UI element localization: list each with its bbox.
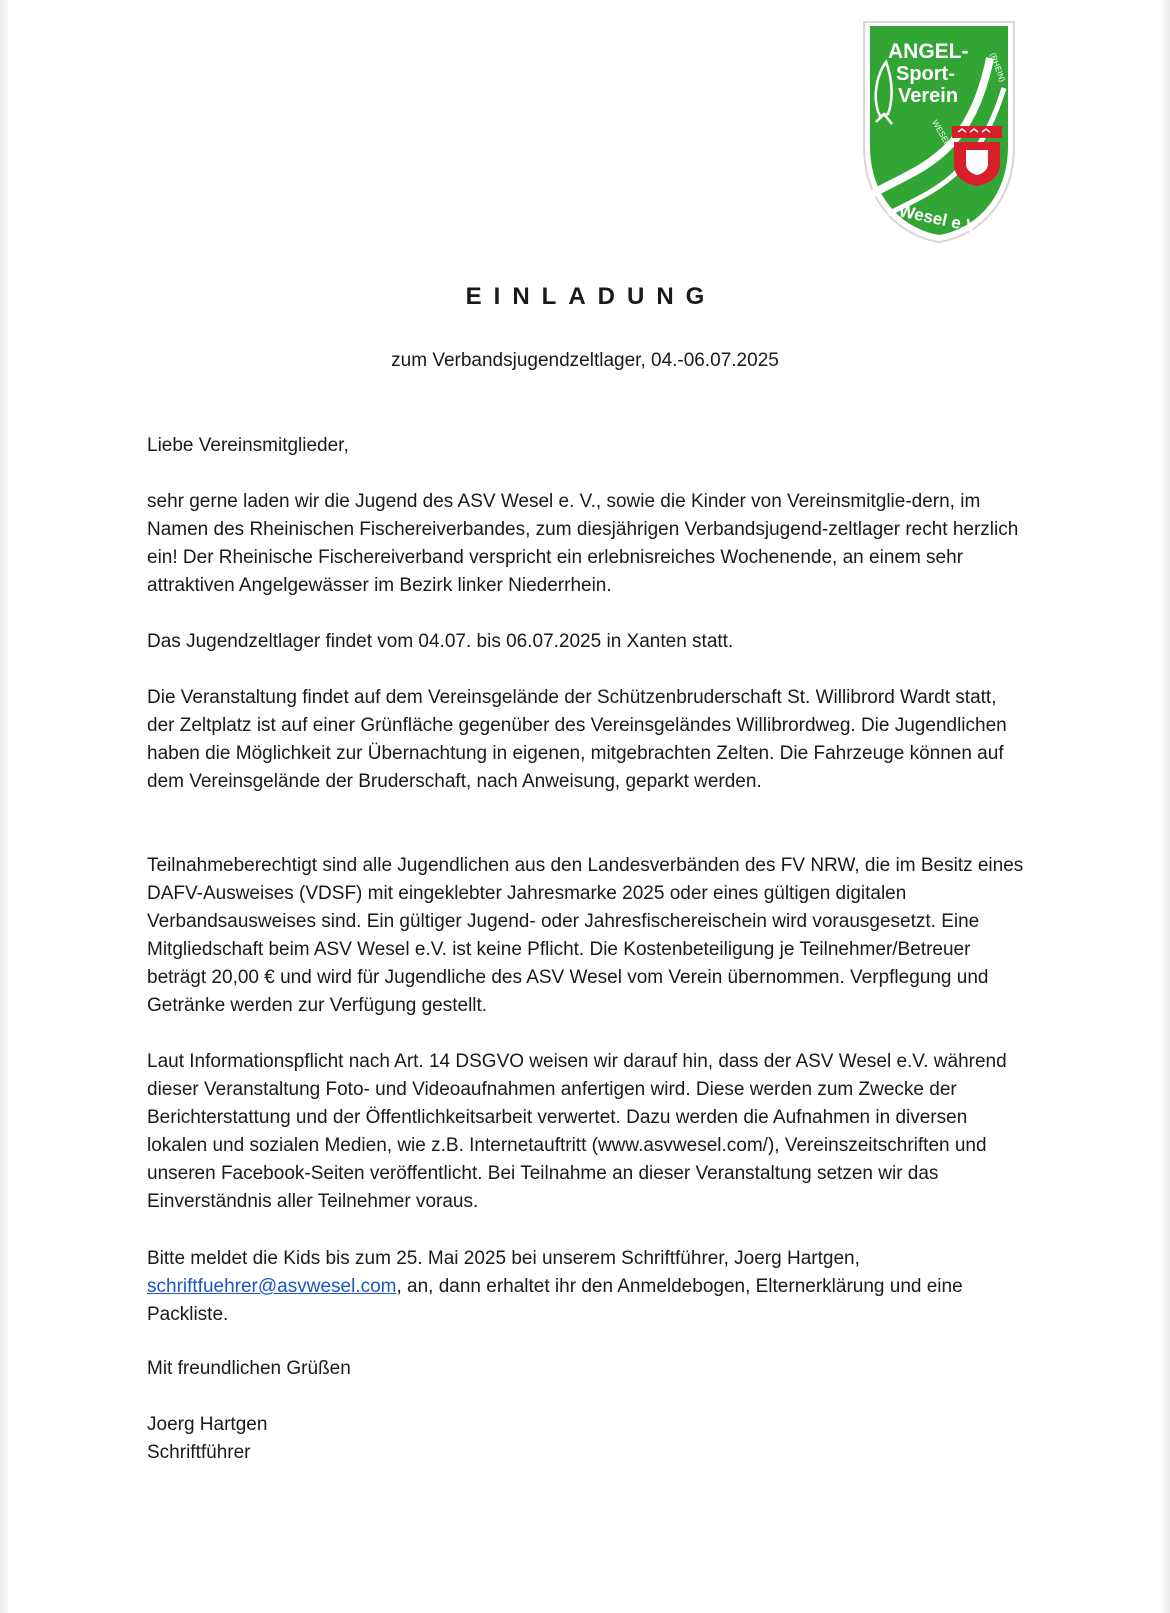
registration-text-before: Bitte meldet die Kids bis zum 25. Mai 2025 bei unserem Schriftführer, Joerg Hartgen, [147,1248,860,1269]
salutation: Liebe Vereinsmitglieder, [147,435,349,456]
page-edge-right [1160,0,1170,1613]
document-subtitle: zum Verbandsjugendzeltlager, 04.-06.07.2025 [391,350,779,371]
signature-name: Joerg Hartgen [147,1414,268,1435]
angelsportverein-crest-icon [858,18,1020,246]
email-link[interactable]: schriftfuehrer@asvwesel.com [147,1276,397,1297]
logo-city: WESEL [930,118,953,148]
logo-line-2: Sport- [896,63,955,85]
registration-text-after: , an, dann erhaltet ihr den Anmeldebogen, Elternerklärung und eine Packliste. [147,1276,963,1325]
paragraph-registration [147,1245,1027,1329]
logo-line-1: ANGEL- [888,40,969,63]
paragraph-invitation: sehr gerne laden wir die Jugend des ASV Wesel e. V., sowie die Kinder von Vereinsmitglie-dern, im Namen des Rheinischen Fischereiverbandes, zum diesjährigen Verbandsjugend-zeltlager recht herzlich ein! Der Rheinische Fischereiverband verspricht ein erlebnisreiches Wochenende, an einem sehr attraktiven Angelgewässer im Bezirk linker Niederrhein. [147,491,1019,596]
signature-role: Schriftführer [147,1442,251,1463]
paragraph-date: Das Jugendzeltlager findet vom 04.07. bis 06.07.2025 in Xanten statt. [147,631,734,652]
paragraph-eligibility: Teilnahmeberechtigt sind alle Jugendlichen aus den Landesverbänden des FV NRW, die im Besitz eines DAFV-Ausweises (VDSF) mit eingeklebter Jahresmarke 2025 oder eines gültigen digitalen Verbandsausweises sind. Ein gültiger Jugend- oder Jahresfischereischein wird vorausgesetzt. Eine Mitgliedschaft beim ASV Wesel e.V. ist keine Pflicht. Die Kostenbeteiligung je Teilnehmer/Betreuer beträgt 20,00 € und wird für Jugendliche des ASV Wesel vom Verein übernommen. Verpflegung und Getränke werden zur Verfügung gestellt. [147,855,1024,1016]
logo-bottom: Wesel e.V. [897,201,982,238]
logo-region: (RHEIN) [988,51,1007,84]
closing: Mit freundlichen Grüßen [147,1358,351,1379]
page-edge-left [0,0,10,1613]
paragraph-location: Die Veranstaltung findet auf dem Vereinsgelände der Schützenbruderschaft St. Willibrord Wardt statt, der Zeltplatz ist auf einer Grünfläche gegenüber des Vereinsgeländes Willibrordweg. Die Jugendlichen haben die Möglichkeit zur Übernachtung in eigenen, mitgebrachten Zelten. Die Fahrzeuge können auf dem Vereinsgelände der Bruderschaft, nach Anweisung, geparkt werden. [147,687,1007,792]
logo-line-3: Verein [898,85,959,107]
paragraph-privacy: Laut Informationspflicht nach Art. 14 DSGVO weisen wir darauf hin, dass der ASV Wesel e.V. während dieser Veranstaltung Foto- und Videoaufnahmen anfertigen wird. Diese werden zum Zwecke der Berichterstattung und der Öffentlichkeitsarbeit verwertet. Dazu werden die Aufnahmen in diversen lokalen und sozialen Medien, wie z.B. Internetauftritt (www.asvwesel.com/), Vereinszeitschriften und unseren Facebook-Seiten veröffentlicht. Bei Teilnahme an dieser Veranstaltung setzen wir das Einverständnis aller Teilnehmer voraus. [147,1051,1007,1212]
document-title: EINLADUNG [465,283,717,310]
